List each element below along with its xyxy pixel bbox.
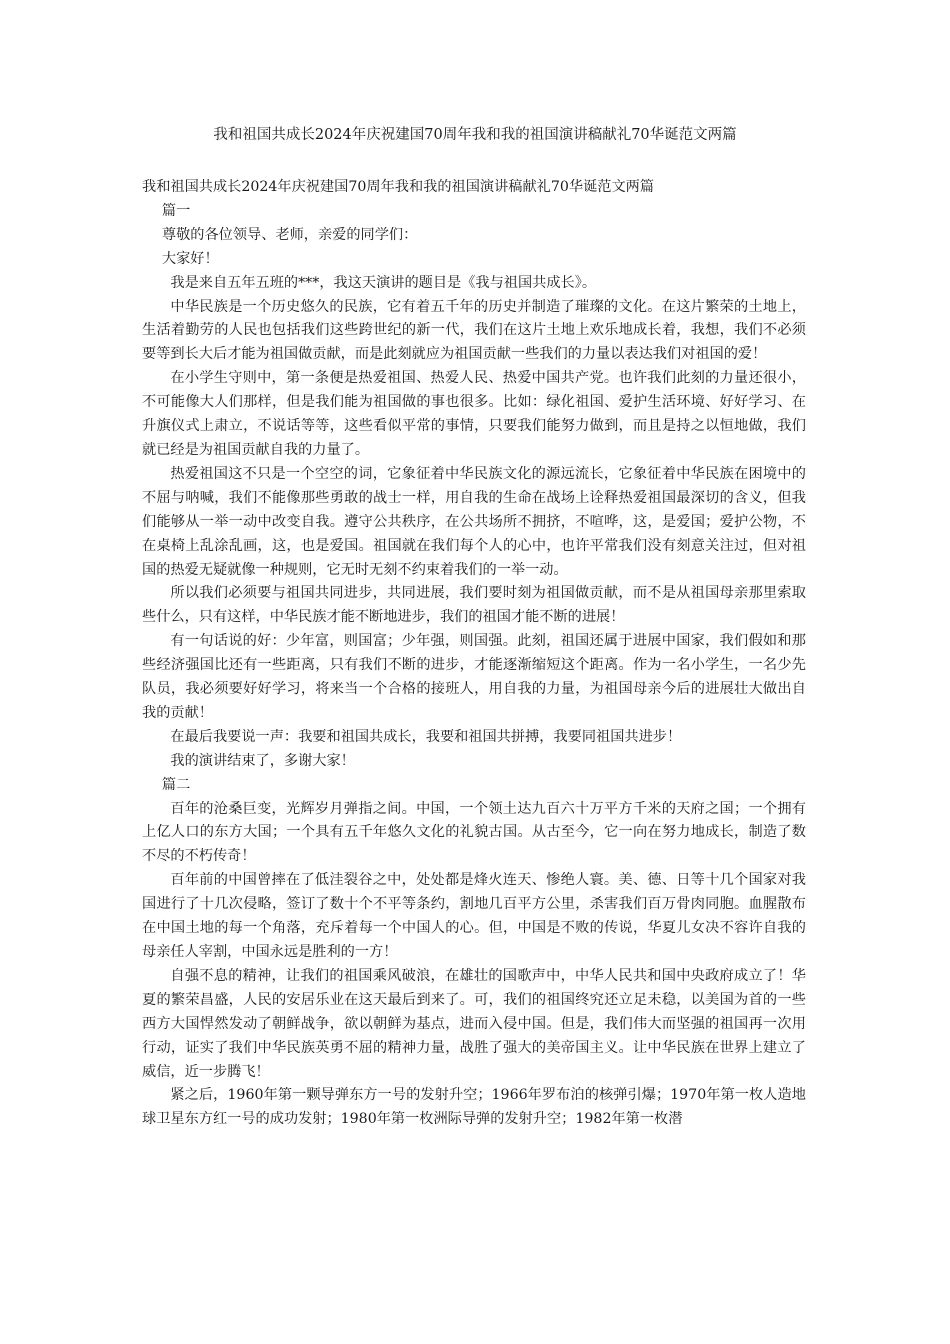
- document-title: 我和祖国共成长2024年庆祝建国70周年我和我的祖国演讲稿献礼70华诞范文两篇: [142, 179, 655, 195]
- paragraph: 百年前的中国曾摔在了低洼裂谷之中，处处都是烽火连天、惨绝人寰。美、德、日等十几个国家对我国进行了十几次侵略，签订了数十个不平等条约，割地几百平方公里，杀害我们百万骨肉同胞。血腥散布在中国土地的每一个角落，充斥着每一个中国人的心。但，中国是不败的传说，华夏儿女决不容许自我的母亲任人宰割，中国永远是胜利的一方！: [142, 872, 806, 960]
- section-heading-one: 篇一: [161, 202, 191, 219]
- paragraph: 紧之后，1960年第一颗导弹东方一号的发射升空；1966年罗布泊的核弹引爆；1970年第一枚人造地球卫星东方红一号的成功发射；1980年第一枚洲际导弹的发射升空；1982年第一枚潜: [142, 1087, 806, 1128]
- paragraph: 有一句话说的好：少年富，则国富；少年强，则国强。此刻，祖国还属于进展中国家，我们假如和那些经济强国比还有一些距离，只有我们不断的进步，才能逐渐缩短这个距离。作为一名小学生，一名少先队员，我必须要好好学习，将来当一个合格的接班人，用自我的力量，为祖国母亲今后的进展壮大做出自我的贡献！: [142, 633, 806, 721]
- paragraph: 在小学生守则中，第一条便是热爱祖国、热爱人民、热爱中国共产党。也许我们此刻的力量还很小，不可能像大人们那样，但是我们能为祖国做的事也很多。比如：绿化祖国、爱护生活环境、好好学习、在升旗仪式上肃立，不说话等等，这些看似平常的事情，只要我们能努力做到，而且是持之以恒地做，我们就已经是为祖国贡献自我的力量了。: [142, 370, 806, 458]
- salutation: 尊敬的各位领导、老师，亲爱的同学们：: [161, 226, 418, 243]
- paragraph: 热爱祖国这不只是一个空空的词，它象征着中华民族文化的源远流长，它象征着中华民族在困境中的不屈与呐喊，我们不能像那些勇敢的战士一样，用自我的生命在战场上诠释热爱祖国最深切的含义，但我们能够从一举一动中改变自我。遵守公共秩序，在公共场所不拥挤，不喧哗，这，是爱国；爱护公物，不在桌椅上乱涂乱画，这，也是爱国。祖国就在我们每个人的心中，也许平常我们没有刻意关注过，但对祖国的热爱无疑就像一种规则，它无时无刻不约束着我们的一举一动。: [142, 465, 806, 578]
- section-heading-two: 篇二: [161, 776, 191, 793]
- paragraph: 中华民族是一个历史悠久的民族，它有着五千年的历史并制造了璀璨的文化。在这片繁荣的土地上，生活着勤劳的人民也包括我们这些跨世纪的新一代，我们在这片土地上欢乐地成长着，我想，我们不必须要等到长大后才能为祖国做贡献，而是此刻就应为祖国贡献一些我们的力量以表达我们对祖国的爱！: [142, 298, 806, 363]
- paragraph: 自强不息的精神，让我们的祖国乘风破浪，在雄壮的国歌声中，中华人民共和国中央政府成立了！华夏的繁荣昌盛，人民的安居乐业在这天最后到来了。可，我们的祖国终究还立足未稳，以美国为首的一些西方大国悍然发动了朝鲜战争，欲以朝鲜为基点，进而入侵中国。但是，我们伟大而坚强的祖国再一次用行动，证实了我们中华民族英勇不屈的精神力量，战胜了强大的美帝国主义。让中华民族在世界上建立了威信，近一步腾飞！: [142, 967, 806, 1080]
- greeting: 大家好！: [161, 250, 219, 267]
- page-header-title: 我和祖国共成长2024年庆祝建国70周年我和我的祖国演讲稿献礼70华诞范文两篇: [213, 127, 737, 143]
- paragraph: 我的演讲结束了，多谢大家！: [170, 752, 355, 769]
- paragraph: 在最后我要说一声：我要和祖国共成长，我要和祖国共拼搏，我要同祖国共进步！: [170, 728, 682, 745]
- document-body: [142, 176, 806, 1132]
- paragraph: 百年的沧桑巨变，光辉岁月弹指之间。中国，一个领土达九百六十万平方千米的天府之国；一个拥有上亿人口的东方大国；一个具有五千年悠久文化的礼貌古国。从古至今，它一向在努力地成长，制造了数不尽的不朽传奇！: [142, 800, 806, 865]
- paragraph: 我是来自五年五班的***，我这天演讲的题目是《我与祖国共成长》。: [170, 274, 597, 291]
- paragraph: 所以我们必须要与祖国共同进步，共同进展，我们要时刻为祖国做贡献，而不是从祖国母亲那里索取些什么，只有这样，中华民族才能不断地进步，我们的祖国才能不断的进展！: [142, 585, 806, 626]
